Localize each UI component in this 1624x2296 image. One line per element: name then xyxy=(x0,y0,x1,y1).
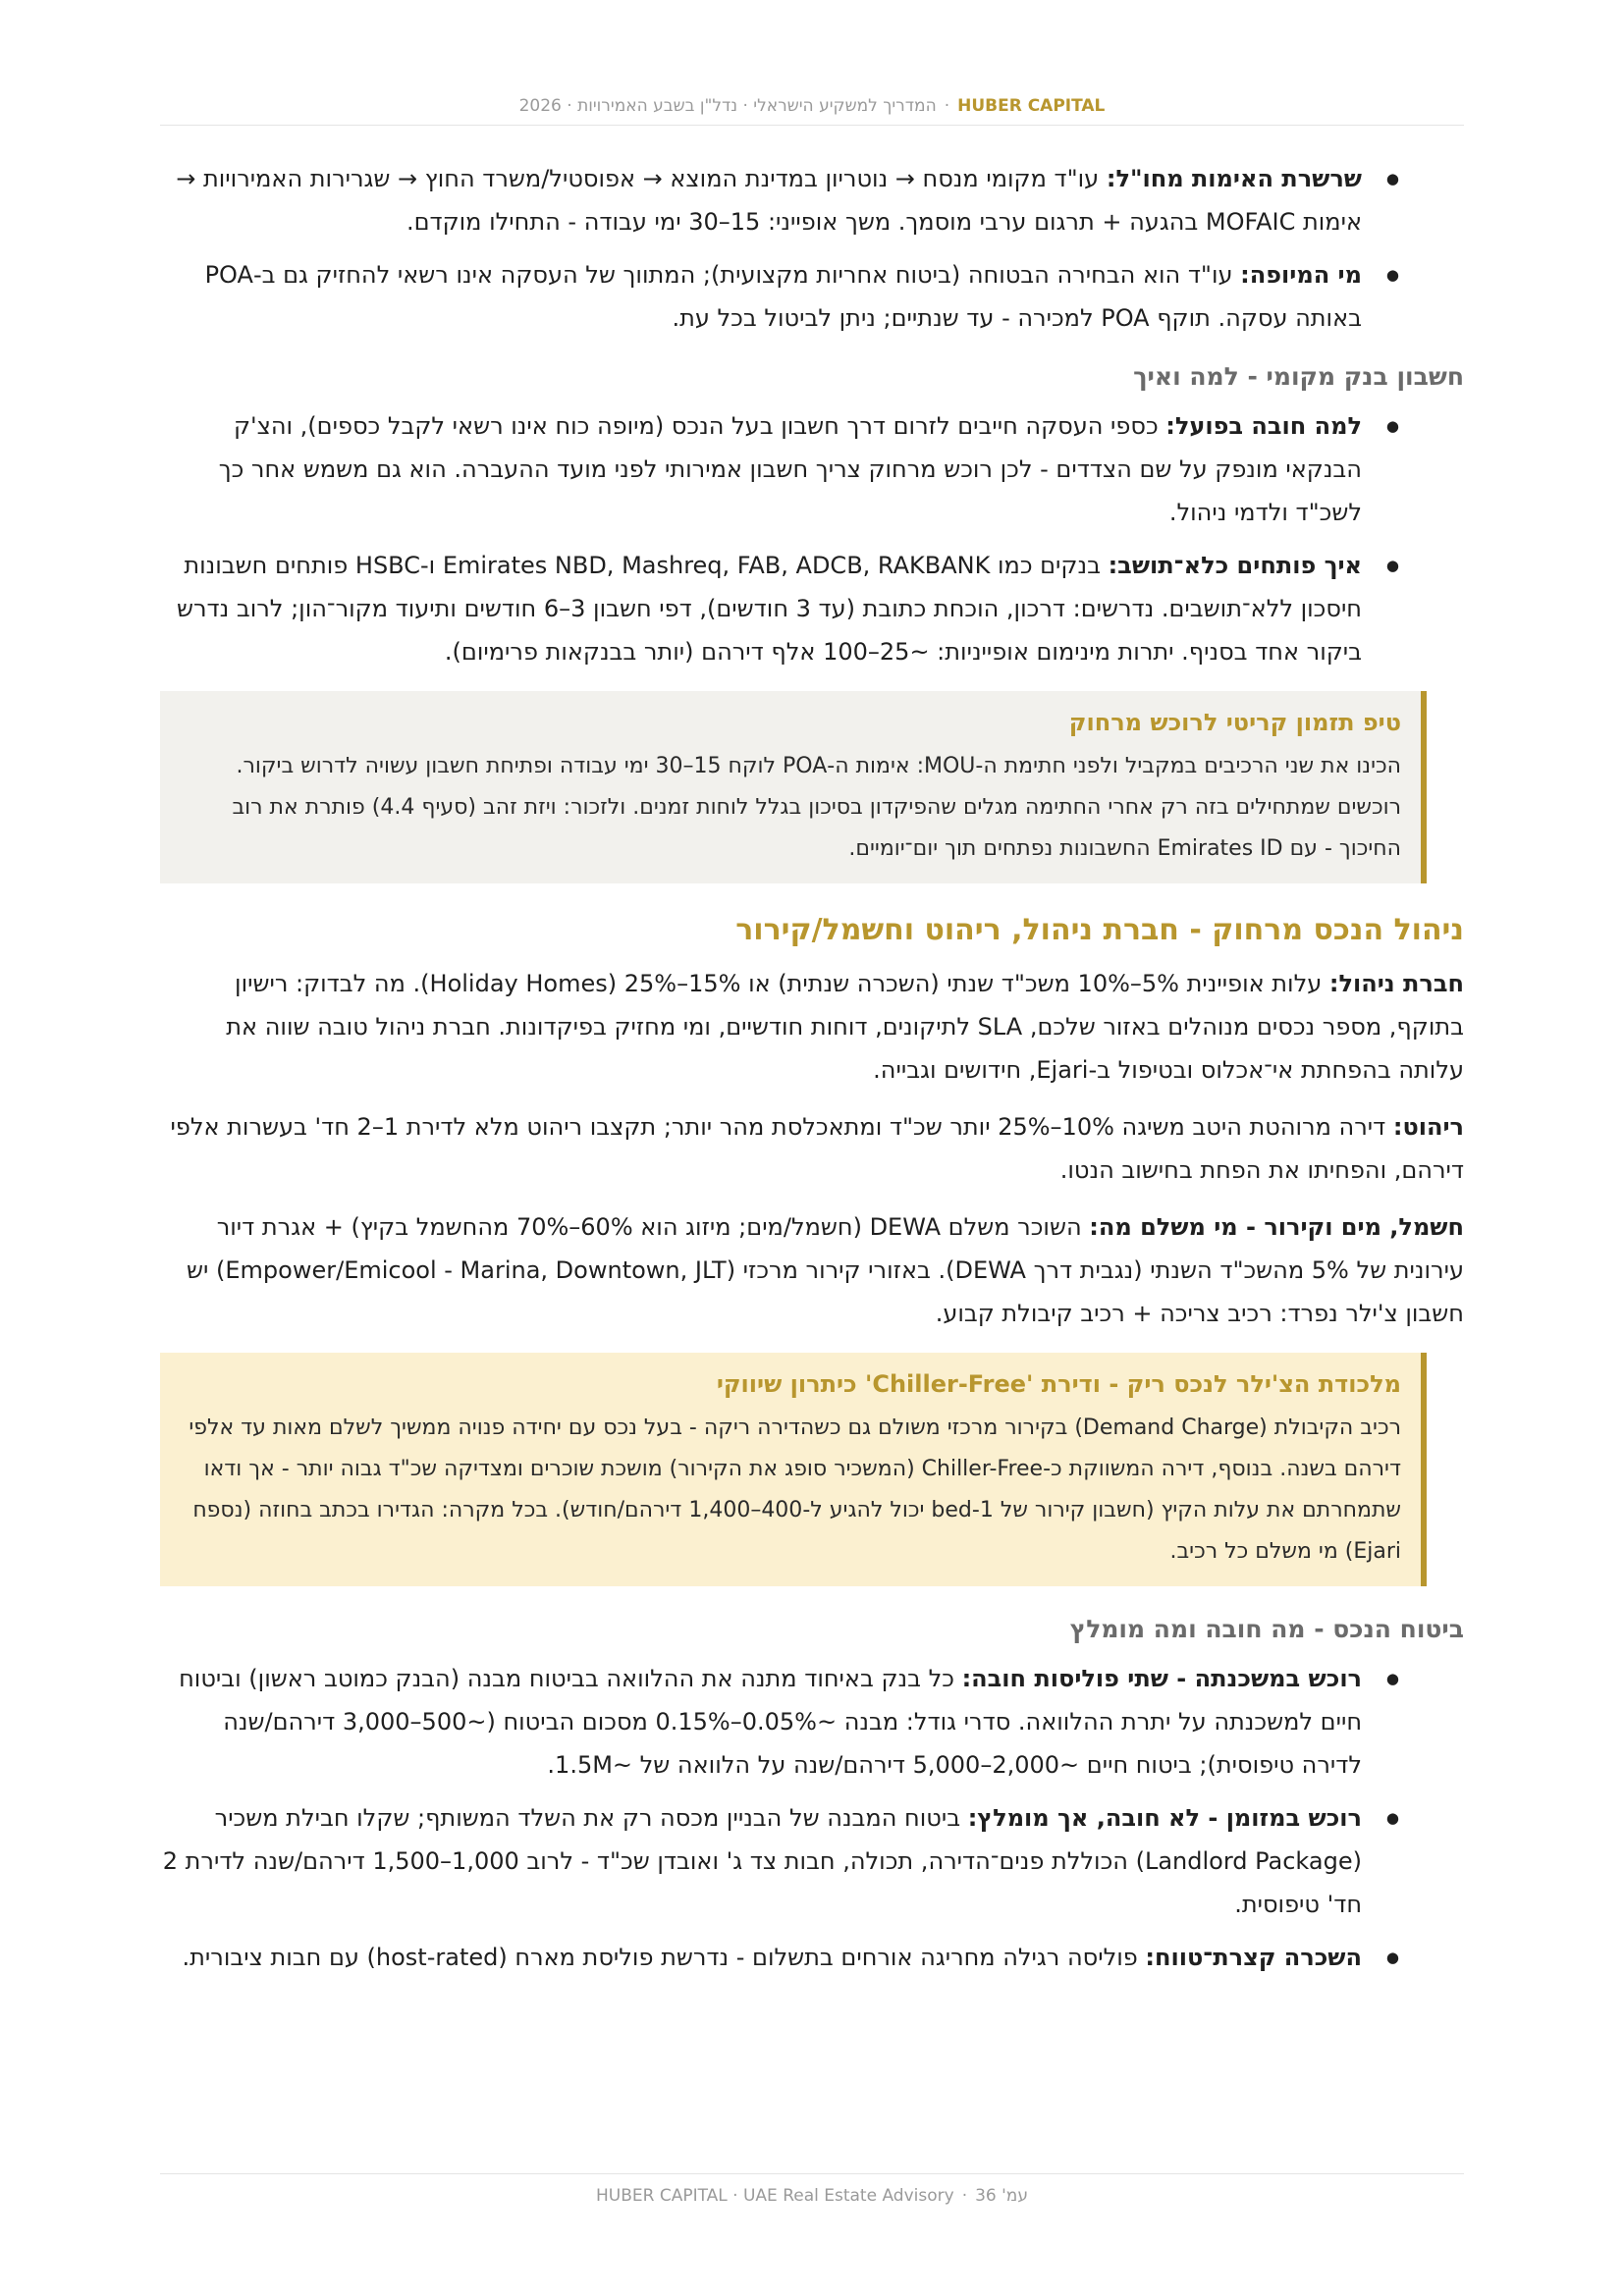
paragraph xyxy=(160,1105,1464,1192)
callout-title: מלכודת הצ'ילר לנכס ריק - ודירת 'Chiller-Free' כיתרון שיווקי xyxy=(716,1370,1401,1398)
list-item xyxy=(160,544,1464,673)
list-item xyxy=(160,157,1464,243)
header-title: המדריך למשקיע הישראלי · נדל"ן בשבע האמירויות · 2026 xyxy=(518,96,937,116)
bullet-text: עו"ד מקומי מנסח → נוטריון במדינת המוצא → אפוסטיל/משרד החוץ → שגרירות האמירויות → אימות MOFAIC בהגעה + תרגום ערבי מוסמך. משך אופייני: 15–30 ימי עבודה - התחילו מוקדם. xyxy=(176,165,1362,236)
bullet-text: פוליסה רגילה מחריגה אורחים בתשלום - נדרשת פוליסת מארח (host-rated) עם חבות ציבורית. xyxy=(182,1944,1146,1971)
poa-bullet-list xyxy=(160,157,1464,340)
management-section-title: ניהול הנכס מרחוק - חברת ניהול, ריהוט וחשמל/קירור xyxy=(735,913,1464,947)
paragraph xyxy=(160,1205,1464,1335)
callout-body: רכיב הקיבולת (Demand Charge) בקירור מרכזי משולם גם כשהדירה ריקה - בעל נכס עם יחידה פנויה ממשיך לשלם מאות עד אלפי דירהם בשנה. בנוסף, דירה המשווקת כ-Chiller-Free (המשכיר סופג את הקירור) מושכת שוכרים ומצדיקה שכ"ד גבוה יותר - אך ודאו שתמחרתם את עלות הקיץ (חשבון קירור של 1-bed יכול להגיע ל-400–1,400 דירהם/חודש). בכל מקרה: הגדירו בכתב בחוזה (נספח Ejari) מי משלם כל רכיב. xyxy=(189,1415,1401,1564)
callout-title: טיפ תזמון קריטי לרוכש מרחוק xyxy=(1068,709,1401,736)
bullet-text: כספי העסקה חייבים לזרום דרך חשבון בעל הנכס (מיופה כוח אינו רשאי לקבל כספים), והצ'ק הבנקאי מונפק על שם הצדדים - לכן רוכש מרחוק צריך חשבון אמירותי לפני מועד ההעברה. הוא גם משמש אחר כך לשכ"ד ולדמי ניהול. xyxy=(218,412,1362,526)
bullet-label: איך פותחים כלא־תושב: xyxy=(1108,552,1362,579)
list-item xyxy=(160,1796,1464,1926)
footer-text: HUBER CAPITAL · UAE Real Estate Advisory xyxy=(596,2186,954,2206)
bank-bullet-list xyxy=(160,404,1464,673)
page-number: עמ' 36 xyxy=(975,2186,1028,2206)
callout-body: הכינו את שני הרכיבים במקביל ולפני חתימת ה-MOU: אימות ה-POA לוקח 15–30 ימי עבודה ופתיחת חשבון עשויה לדרוש ביקור. רוכשים שמתחילים בזה רק אחרי החתימה מגלים שהפיקדון בסיכון בגלל לוחות זמנים. ולזכור: ויזת זהב (סעיף 4.4) פותרת את רוב החיכוך - עם Emirates ID החשבונות נפתחים תוך יום־יומיים. xyxy=(232,754,1401,861)
paragraph-text: דירה מרוהטת היטב משיגה 10%–25% יותר שכ"ד ומתאכלסת מהר יותר; תקצבו ריהוט מלא לדירת 1–2 חד' בעשרות אלפי דירהם, והפחיתו את הפחת בחישוב הנטו. xyxy=(170,1113,1464,1184)
bullet-text: עו"ד הוא הבחירה הבטוחה (ביטוח אחריות מקצועית); המתווך של העסקה אינו רשאי להחזיק גם ב-POA באותה עסקה. תוקף POA למכירה - עד שנתיים; ניתן לביטול בכל עת. xyxy=(204,261,1362,332)
bullet-text: ביטוח המבנה של הבניין מכסה רק את השלד המשותף; שקלו חבילת משכיר (Landlord Package) הכוללת פנים־הדירה, תכולה, חבות צד ג' ואובדן שכ"ד - לרוב 1,000–1,500 דירהם/שנה לדירת 2 חד' טיפוסית. xyxy=(162,1804,1362,1918)
timing-tip-callout xyxy=(160,691,1427,883)
list-item xyxy=(160,1657,1464,1787)
insurance-bullet-list xyxy=(160,1657,1464,1979)
bank-account-heading: חשבון בנק מקומי - למה ואיך xyxy=(1133,362,1464,391)
bullet-label: מי המיופה: xyxy=(1240,261,1362,289)
page-footer xyxy=(160,2173,1464,2206)
bullet-label: רוכש במזומן - לא חובה, אך מומלץ: xyxy=(967,1804,1362,1832)
list-item xyxy=(160,404,1464,534)
page-content xyxy=(160,157,1464,1989)
paragraph-text: עלות אופיינית 5%–10% משכ"ד שנתי (השכרה שנתית) או 15%–25% (Holiday Homes). מה לבדוק: רישיון בתוקף, מספר נכסים מנוהלים באזור שלכם, SLA לתיקונים, דוחות חודשיים, ומי מחזיק בפיקדונות. חברת ניהול טובה שווה את עלותה בהפחתת אי־אכלוס ובטיפול ב-Ejari, חידושים וגבייה. xyxy=(226,970,1464,1084)
header-separator: · xyxy=(944,96,950,116)
bullet-label: רוכש במשכנתה - שתי פוליסות חובה: xyxy=(961,1665,1362,1692)
list-item xyxy=(160,253,1464,340)
bullet-text: בנקים כמו Emirates NBD, Mashreq, FAB, ADCB, RAKBANK ו-HSBC פותחים חשבונות חיסכון ללא־תושבים. נדרשים: דרכון, הוכחת כתובת (עד 3 חודשים), דפי חשבון 3–6 חודשים ותיעוד מקור־הון; לרוב נדרש ביקור אחד בסניף. יתרות מינימום אופייניות: ~25–100 אלף דירהם (יותר בבנקאות פרימיום). xyxy=(176,552,1362,666)
footer-separator: · xyxy=(961,2186,968,2206)
paragraph-text: השוכר משלם DEWA (חשמל/מים; מיזוג הוא 60%–70% מהחשמל בקיץ) + אגרת דיור עירונית של 5% מהשכ"ד השנתי (נגבית דרך DEWA). באזורי קירור מרכזי (Empower/Emicool - Marina, Downtown, JLT) יש חשבון צ'ילר נפרד: רכיב צריכה + רכיב קיבולת קבוע. xyxy=(187,1213,1464,1327)
paragraph-label: חשמל, מים וקירור - מי משלם מה: xyxy=(1089,1213,1464,1241)
paragraph-label: ריהוט: xyxy=(1392,1113,1464,1141)
paragraph-label: חברת ניהול: xyxy=(1328,970,1464,997)
header-brand: HUBER CAPITAL xyxy=(957,96,1106,116)
bullet-text: כל בנק באיחוד מתנה את ההלוואה בביטוח מבנה (הבנק כמוטב ראשון) וביטוח חיים למשכנתה על יתרת ההלוואה. סדרי גודל: מבנה ~0.05%–0.15% מסכום הביטוח (~500–3,000 דירהם/שנה לדירה טיפוסית); ביטוח חיים ~2,000–5,000 דירהם/שנה על הלוואה של ~1.5M. xyxy=(179,1665,1362,1779)
list-item xyxy=(160,1936,1464,1979)
bullet-label: למה חובה בפועל: xyxy=(1165,412,1362,440)
paragraph xyxy=(160,962,1464,1092)
page-header xyxy=(160,96,1464,126)
bullet-label: השכרה קצרת־טווח: xyxy=(1145,1944,1362,1971)
insurance-heading: ביטוח הנכס - מה חובה ומה מומלץ xyxy=(1069,1615,1464,1643)
bullet-label: שרשרת האימות מחו"ל: xyxy=(1106,165,1362,192)
chiller-trap-callout xyxy=(160,1353,1427,1586)
